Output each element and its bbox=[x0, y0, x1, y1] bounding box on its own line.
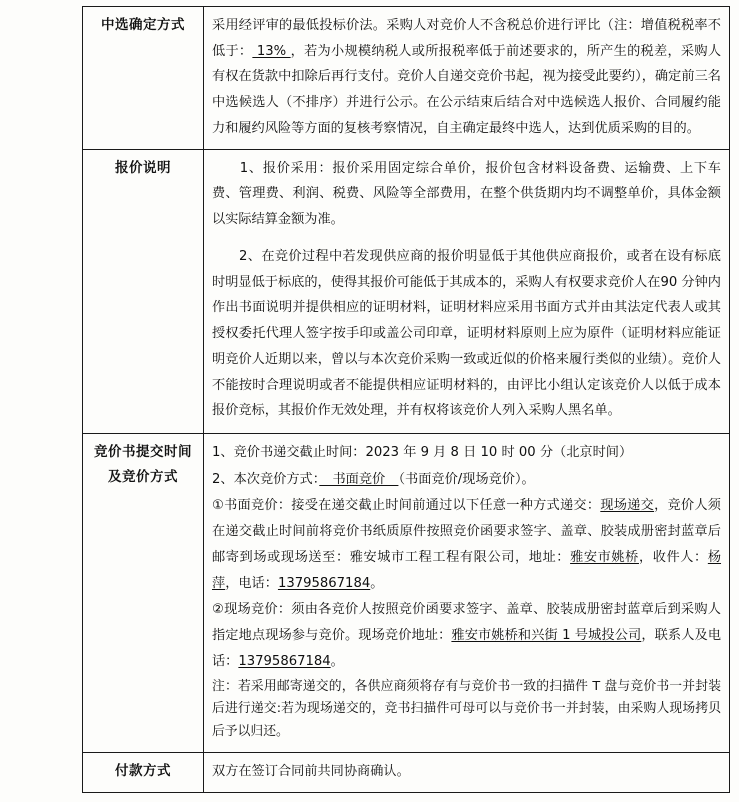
row-label-submission-time-method: 竞价书提交时间及竞价方式 bbox=[83, 434, 204, 753]
table-row bbox=[83, 149, 730, 433]
onsite-address-value: 雅安市姚桥和兴街 1 号城投公司 bbox=[451, 628, 642, 644]
paragraph: 2、本次竞价方式： 书面竞价 （书面竞价/现场竞价）。 bbox=[212, 471, 535, 487]
row-label-payment-method: 付款方式 bbox=[83, 752, 204, 792]
terms-table bbox=[82, 6, 730, 793]
paragraph-spacer bbox=[212, 235, 721, 244]
paragraph: 采用经评审的最低投标价法。采购人对竞价人不含税总价进行评比（注：增值税税率不低于： 13% ，若为小规模纳税人或所报税率低于前述要求的，所产生的税差，采购人有权在货款中扣除后再行支付。竞价人自递交竞价书起，视为接受此要约），确定前三名中选候选人（不排序）并进行公示。在公示结束后结合对中选候选人报价、合同履约能力和履约风险等方面的复核考察情况，自主确定最终中选人，达到优质采购的目的。 bbox=[212, 18, 722, 136]
paragraph: ①书面竞价：接受在递交截止时间前通过以下任意一种方式递交：现场递交，竞价人须在递交截止时间前将竞价书纸质原件按照竞价函要求签字、盖章、胶装成册密封蓝章后邮寄到场或现场送至：雅安城市工程工程有限公司，地址：雅安市姚桥，收件人：杨萍，电话：13795867184。 bbox=[212, 498, 722, 591]
recipient-name-value: 杨萍 bbox=[212, 549, 722, 591]
table-body bbox=[83, 7, 730, 793]
row-content-selection-method bbox=[204, 7, 730, 150]
row-content-quotation-note bbox=[204, 149, 730, 433]
recipient-phone-value: 13795867184 bbox=[277, 575, 371, 591]
row-content-payment-method bbox=[204, 752, 730, 792]
table-row bbox=[83, 752, 730, 792]
row-label-quotation-note: 报价说明 bbox=[83, 149, 204, 433]
table-row bbox=[83, 7, 730, 150]
table-row bbox=[83, 434, 730, 753]
row-label-selection-method: 中选确定方式 bbox=[83, 7, 204, 150]
delivery-onsite-value: 现场递交 bbox=[600, 498, 655, 514]
paragraph: 双方在签订合同前共同协商确认。 bbox=[212, 763, 410, 779]
tax-rate-value: 13% bbox=[252, 43, 291, 59]
paragraph-note: 注：若采用邮寄递交的，各供应商须将存有与竞价书一致的扫描件 T 盘与竞价书一并封装后进行递交:若为现场递交的，竞书扫描件可母可以与竞价书一并封装，由采购人现场拷贝后予以归还。 bbox=[212, 678, 721, 740]
paragraph: ②现场竞价：须由各竞价人按照竞价函要求签字、盖章、胶装成册密封蓝章后到采购人指定地点现场参与竞价。现场竞价地址：雅安市姚桥和兴街 1 号城投公司，联系人及电话：13795867184。 bbox=[212, 602, 722, 669]
onsite-phone-value: 13795867184 bbox=[238, 653, 331, 669]
bid-method-value: 书面竞价 bbox=[319, 471, 399, 487]
mail-address-value: 雅安市姚桥 bbox=[570, 549, 639, 565]
paragraph: 1、报价采用：报价采用固定综合单价，报价包含材料设备费、运输费、上下车费、管理费、利润、税费、风险等全部费用，在整个供货期内均不调整单价，具体金额以实际结算金额为准。 bbox=[212, 160, 721, 228]
row-content-submission-time-method bbox=[204, 434, 730, 753]
paragraph: 2、在竞价过程中若发现供应商的报价明显低于其他供应商报价，或者在设有标底时明显低于标底的，使得其报价可能低于其成本的，采购人有权要求竞价人在90 分钟内作出书面说明并提供相应的证明材料，证明材料应采用书面方式并由其法定代表人或其授权委托代理人签字按手印或盖公司印章，证明材料原则上应为原件（证明材料应能证明竞价人近期以来，曾以与本次竞价采购一致或近似的价格来履行类似的业绩）。竞价人不能按时合理说明或者不能提供相应证明材料的，由评比小组认定该竞价人以低于成本报价竞标，其报价作无效处理，并有权将该竞价人列入采购人黑名单。 bbox=[212, 248, 721, 419]
paragraph: 1、竞价书递交截止时间：2023 年 9 月 8 日 10 时 00 分（北京时间） bbox=[212, 445, 633, 461]
